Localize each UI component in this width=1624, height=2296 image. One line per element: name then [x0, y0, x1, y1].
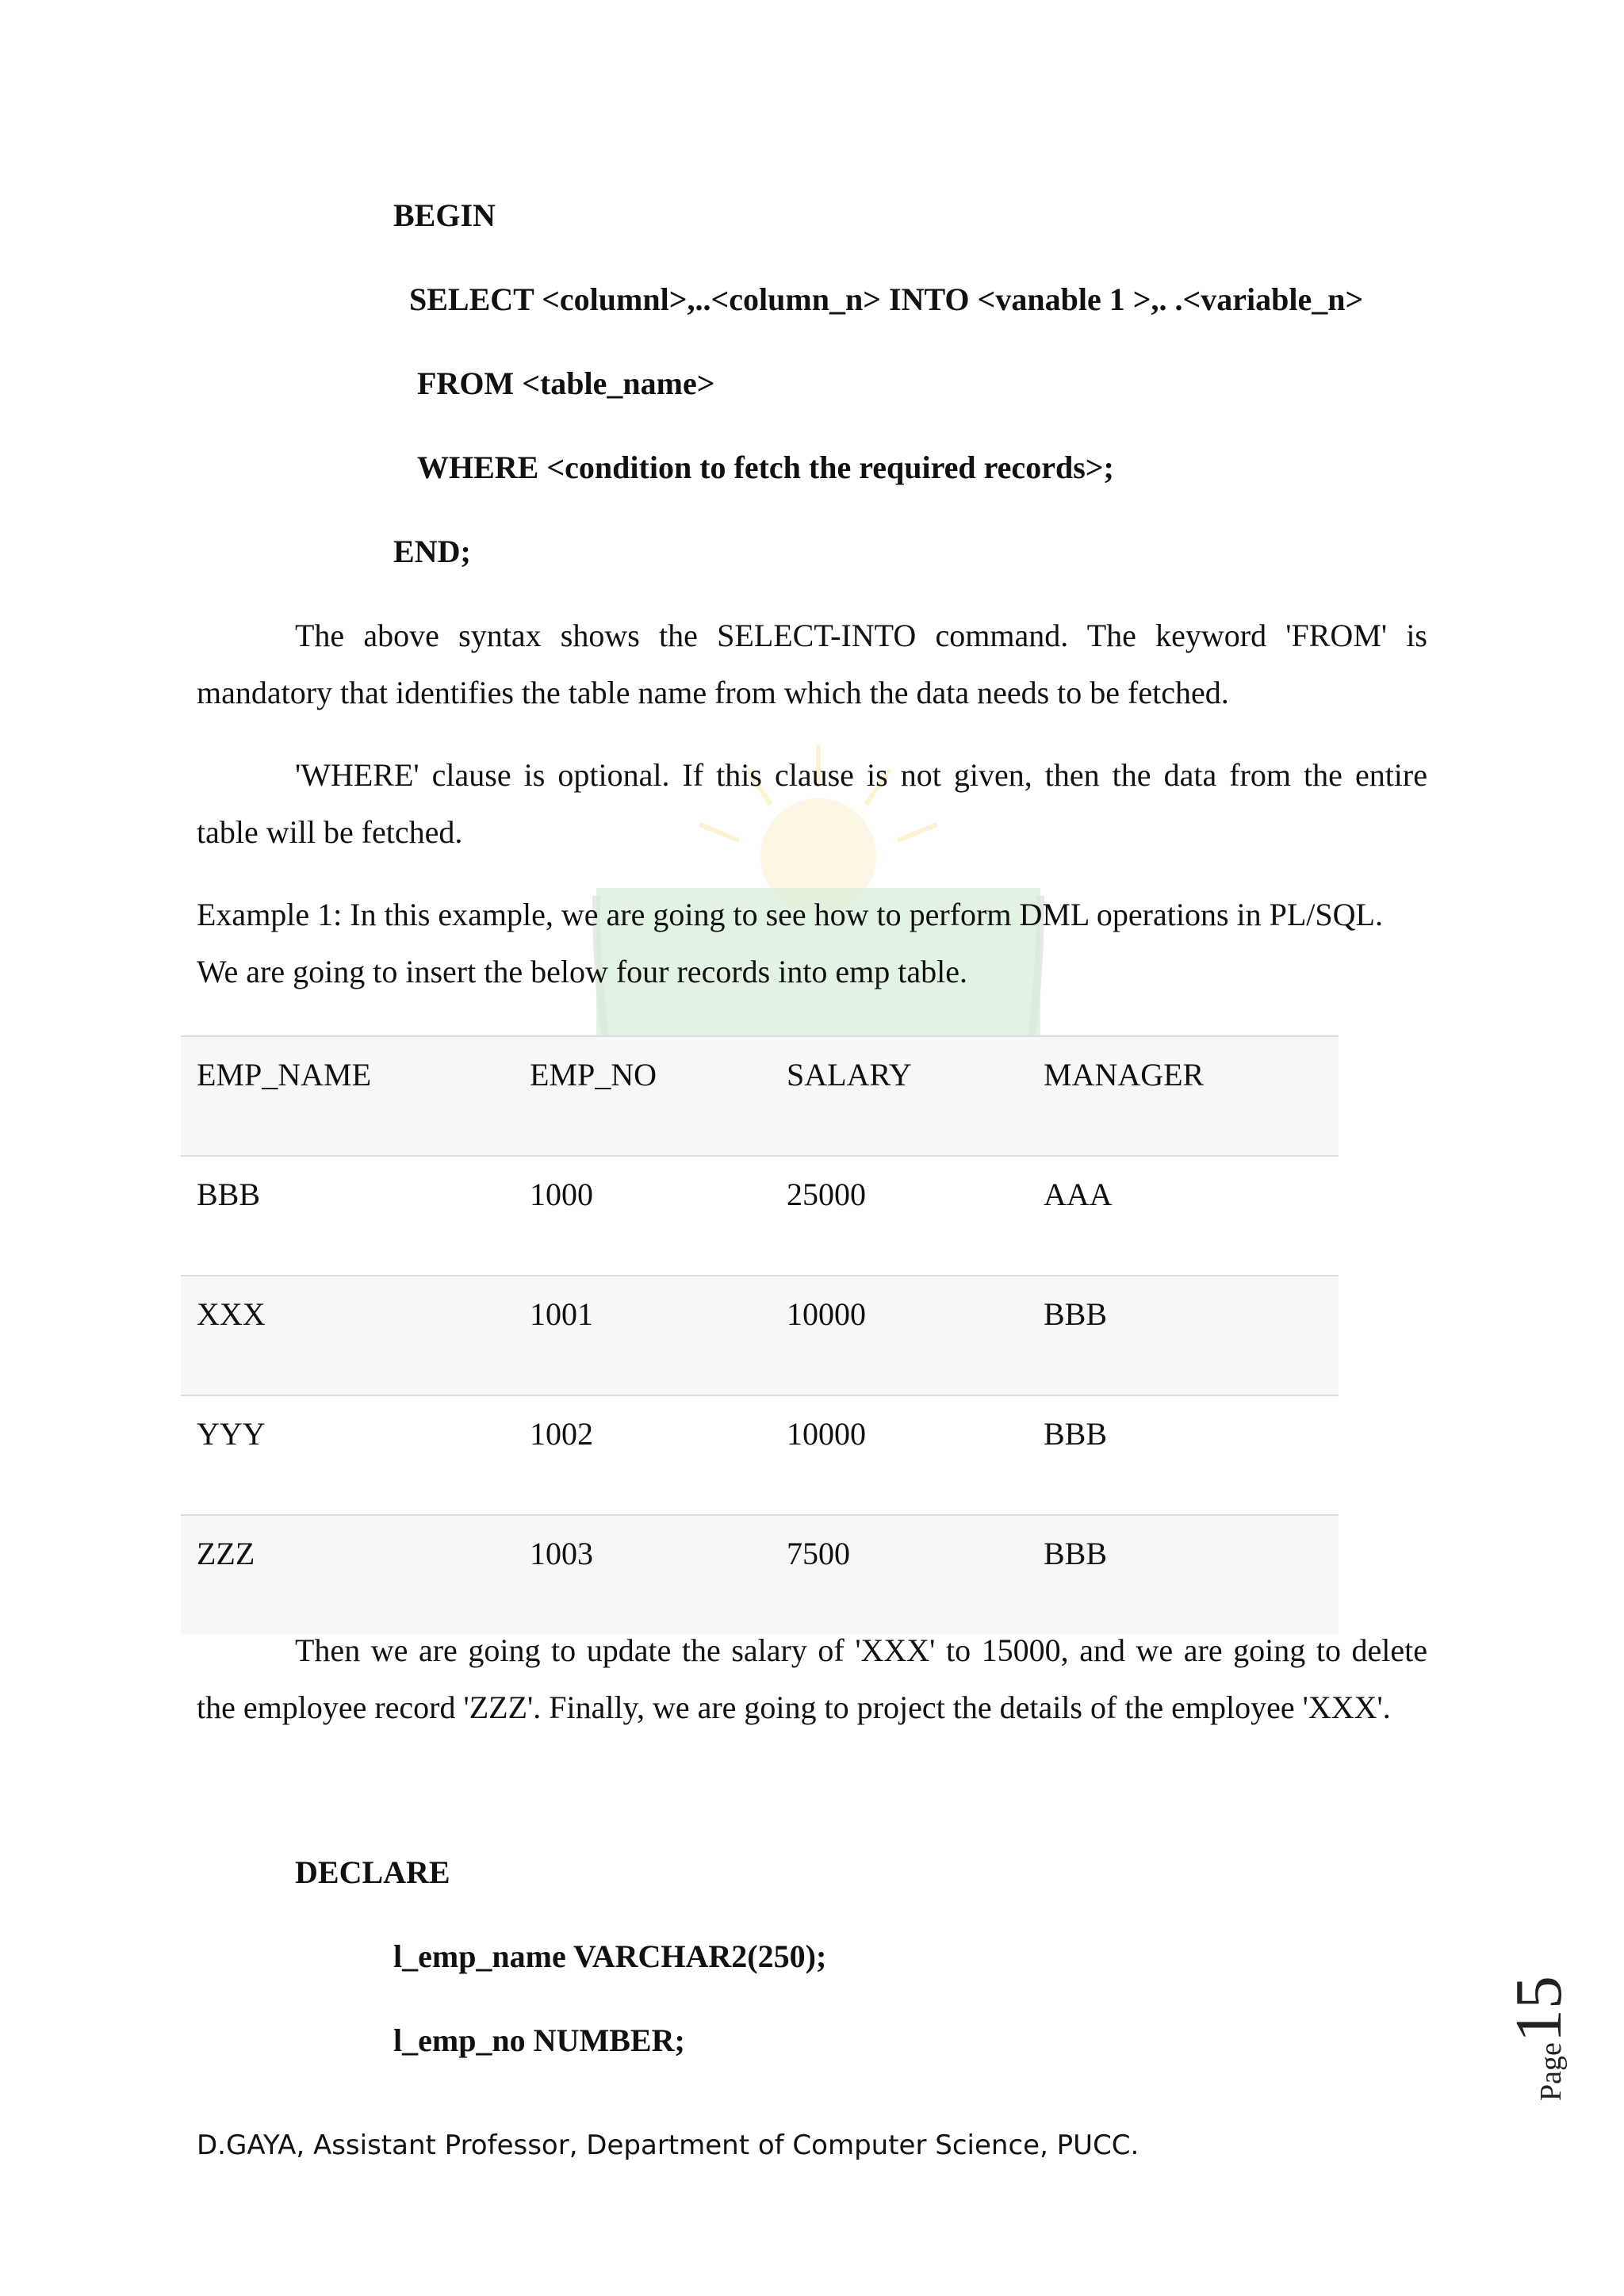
table-cell: YYY — [197, 1416, 266, 1452]
table-row — [181, 1155, 1339, 1275]
table-cell: 1003 — [530, 1536, 593, 1571]
table-header-row — [181, 1035, 1339, 1155]
example-intro — [197, 886, 1434, 1001]
code-select: SELECT <columnl>,..<column_n> INTO <vanable 1 >,. .<variable_n> — [409, 281, 1364, 317]
paragraph-line: The above syntax shows the SELECT-INTO command. The keyword 'FROM' is — [295, 618, 1427, 653]
table-cell: 1002 — [530, 1416, 593, 1452]
table-cell: XXX — [197, 1296, 266, 1332]
table-cell: BBB — [197, 1177, 261, 1212]
table-row — [181, 1275, 1339, 1395]
page-number — [1500, 1958, 1588, 2101]
emp-table — [181, 1035, 1339, 1634]
code-end: END; — [393, 534, 471, 569]
table-cell: 25000 — [787, 1177, 866, 1212]
paragraph-select-into — [197, 607, 1427, 721]
page-number-value: 15 — [1502, 1976, 1576, 2043]
code-from: FROM <table_name> — [417, 365, 715, 401]
table-cell: 10000 — [787, 1416, 866, 1452]
table-cell: BBB — [1044, 1536, 1108, 1571]
table-cell: ZZZ — [197, 1536, 255, 1571]
paragraph-update-delete — [197, 1622, 1442, 1736]
paragraph-where-clause — [197, 747, 1427, 861]
code-declare: DECLARE — [295, 1854, 450, 1890]
table-cell: 10000 — [787, 1296, 866, 1332]
paragraph-line: Then we are going to update the salary of 'XXX' to 15000, and we are going to delete — [295, 1632, 1427, 1668]
table-cell: 7500 — [787, 1536, 850, 1571]
paragraph-line: table will be fetched. — [197, 814, 463, 850]
code-var-emp-no: l_emp_no NUMBER; — [393, 2022, 685, 2058]
header-emp-no: EMP_NO — [530, 1057, 657, 1093]
table-cell: AAA — [1044, 1177, 1113, 1212]
paragraph-line: the employee record 'ZZZ'. Finally, we are going to project the details of the employee 'XXX'. — [197, 1689, 1391, 1725]
example-line: Example 1: In this example, we are going to see how to perform DML operations in PL/SQL. — [197, 897, 1383, 932]
code-var-emp-name: l_emp_name VARCHAR2(250); — [393, 1938, 827, 1974]
example-line: We are going to insert the below four records into emp table. — [197, 954, 968, 989]
code-where: WHERE <condition to fetch the required records>; — [417, 450, 1114, 485]
table-cell: 1000 — [530, 1177, 593, 1212]
header-manager: MANAGER — [1044, 1057, 1205, 1093]
page-label: Page — [1534, 2042, 1568, 2101]
header-salary: SALARY — [787, 1057, 912, 1093]
table-cell: 1001 — [530, 1296, 593, 1332]
paragraph-line: 'WHERE' clause is optional. If this clause is not given, then the data from the entire — [295, 757, 1427, 793]
table-cell: BBB — [1044, 1296, 1108, 1332]
table-row — [181, 1514, 1339, 1634]
table-row — [181, 1395, 1339, 1514]
table-cell: BBB — [1044, 1416, 1108, 1452]
code-begin: BEGIN — [393, 197, 496, 233]
paragraph-line: mandatory that identifies the table name from which the data needs to be fetched. — [197, 675, 1229, 710]
page-footer: D.GAYA, Assistant Professor, Department of Computer Science, PUCC. — [197, 2130, 1139, 2161]
header-emp-name: EMP_NAME — [197, 1057, 372, 1093]
